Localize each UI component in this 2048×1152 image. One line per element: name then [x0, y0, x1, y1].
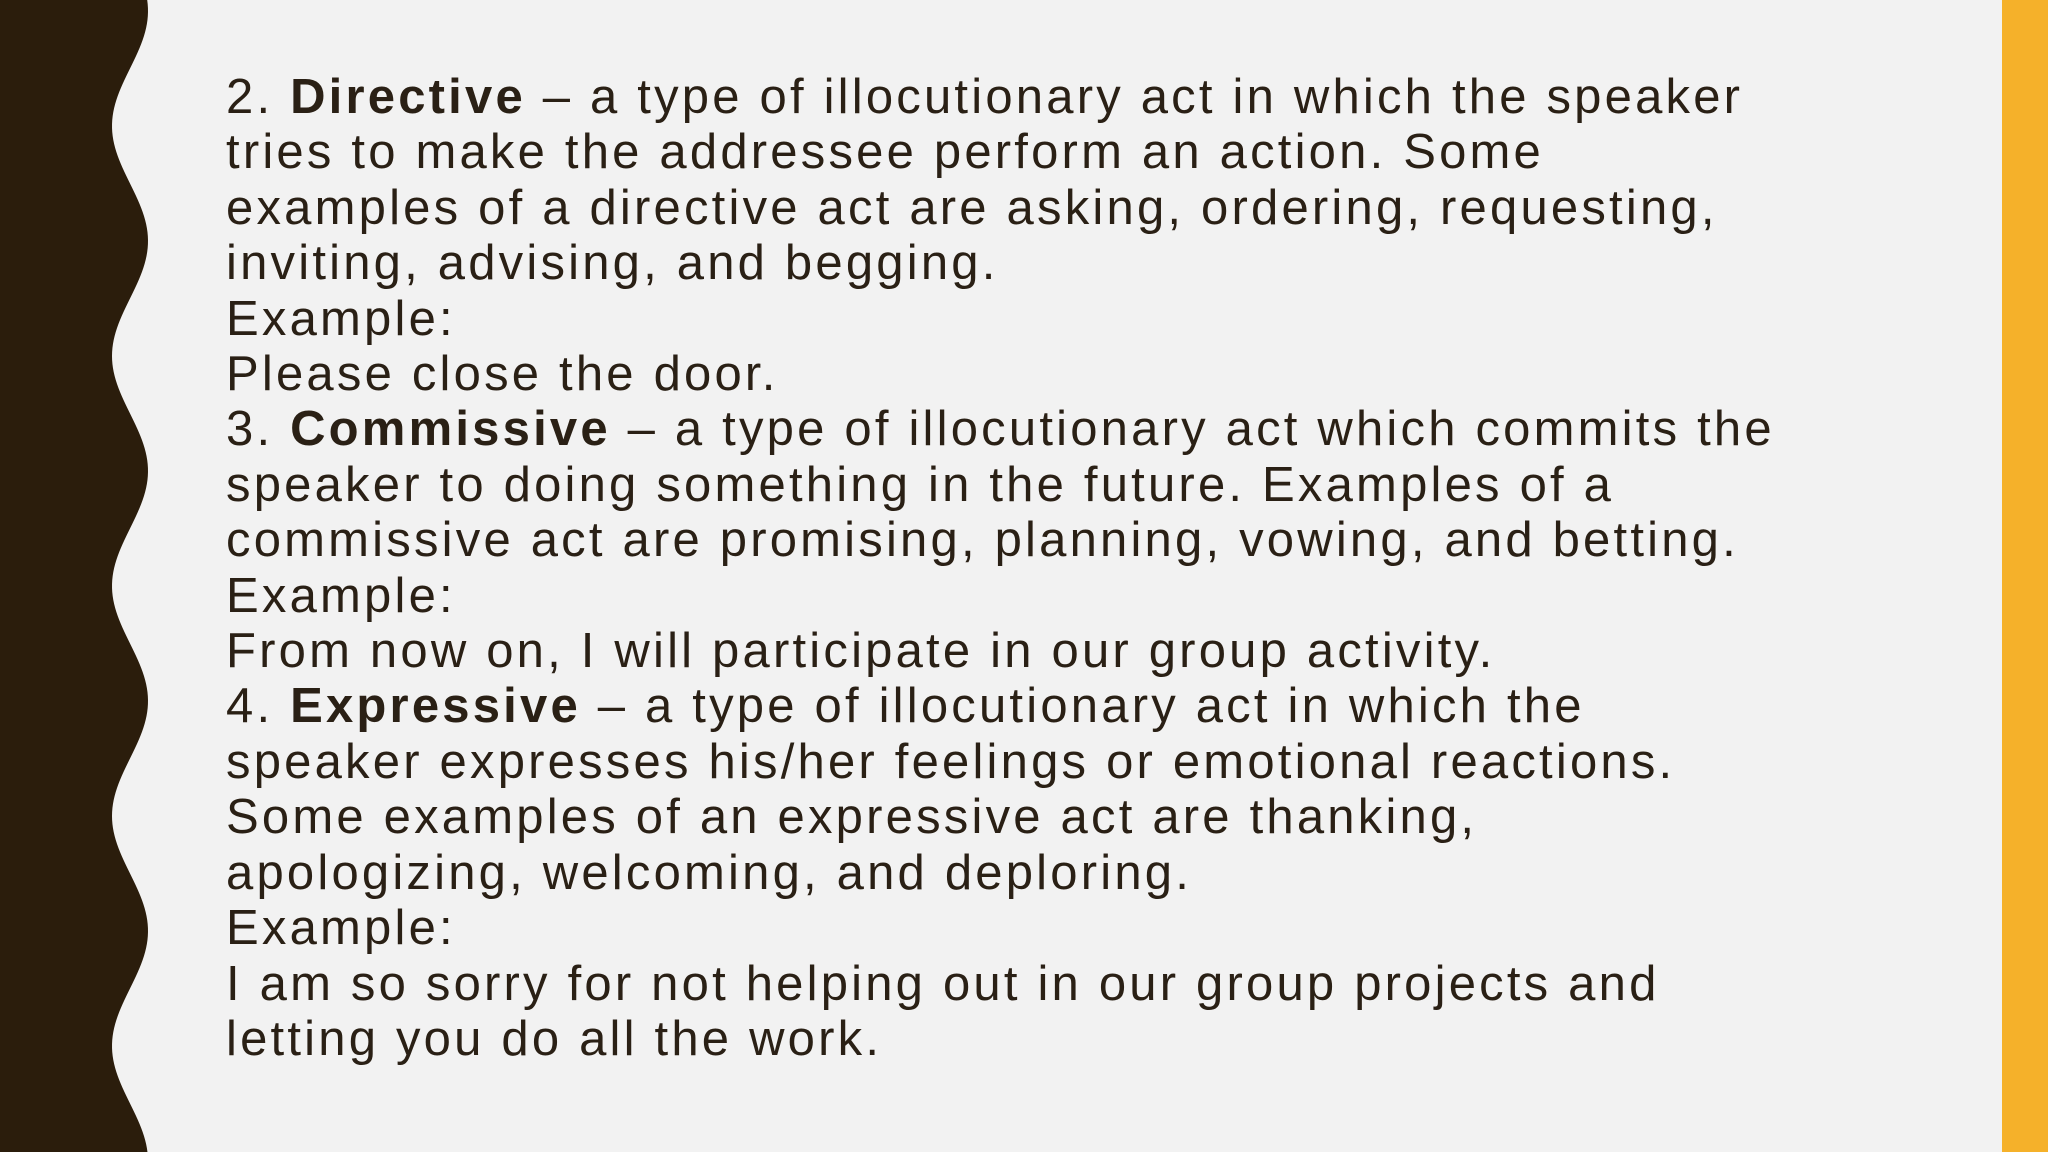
definition-line: speaker to doing something in the future. Examples of a	[226, 457, 1615, 512]
definition-line: – a type of illocutionary act in which the	[597, 679, 1585, 734]
definition-line: Some examples of an expressive act are thanking,	[226, 790, 1478, 845]
example-label: Example:	[226, 901, 456, 956]
example-text: From now on, I will participate in our group activity.	[226, 624, 1496, 679]
term-commissive: Commissive	[290, 402, 611, 457]
definition-line: apologizing, welcoming, and deploring.	[226, 845, 1193, 900]
section-directive	[226, 70, 1926, 402]
example-text: Please close the door.	[226, 347, 779, 402]
definition-line: – a type of illocutionary act which commits the	[627, 402, 1775, 457]
slide-text-body	[226, 70, 1926, 1067]
example-label: Example:	[226, 291, 456, 346]
example-text: I am so sorry for not helping out in our group projects and	[226, 956, 1660, 1011]
definition-line: examples of a directive act are asking, ordering, requesting,	[226, 180, 1718, 235]
term-directive: Directive	[290, 70, 526, 124]
section-number: 3.	[226, 402, 274, 457]
section-number: 2.	[226, 70, 274, 124]
accent-bar-right	[2002, 0, 2048, 1152]
definition-line: inviting, advising, and begging.	[226, 236, 999, 291]
section-number: 4.	[226, 679, 274, 734]
section-heading-line	[226, 402, 1926, 457]
section-heading-line	[226, 679, 1926, 734]
term-expressive: Expressive	[290, 679, 581, 734]
definition-line: tries to make the addressee perform an action. Some	[226, 125, 1545, 180]
wave-shape	[0, 0, 148, 1152]
definition-line: – a type of illocutionary act in which the speaker	[542, 70, 1744, 124]
definition-line: commissive act are promising, planning, vowing, and betting.	[226, 513, 1739, 568]
section-heading-line	[226, 70, 1926, 125]
wavy-left-border-decoration	[0, 0, 160, 1152]
example-text: letting you do all the work.	[226, 1011, 883, 1066]
section-expressive	[226, 679, 1926, 1067]
example-label: Example:	[226, 568, 456, 623]
definition-line: speaker expresses his/her feelings or emotional reactions.	[226, 734, 1676, 789]
section-commissive	[226, 402, 1926, 679]
